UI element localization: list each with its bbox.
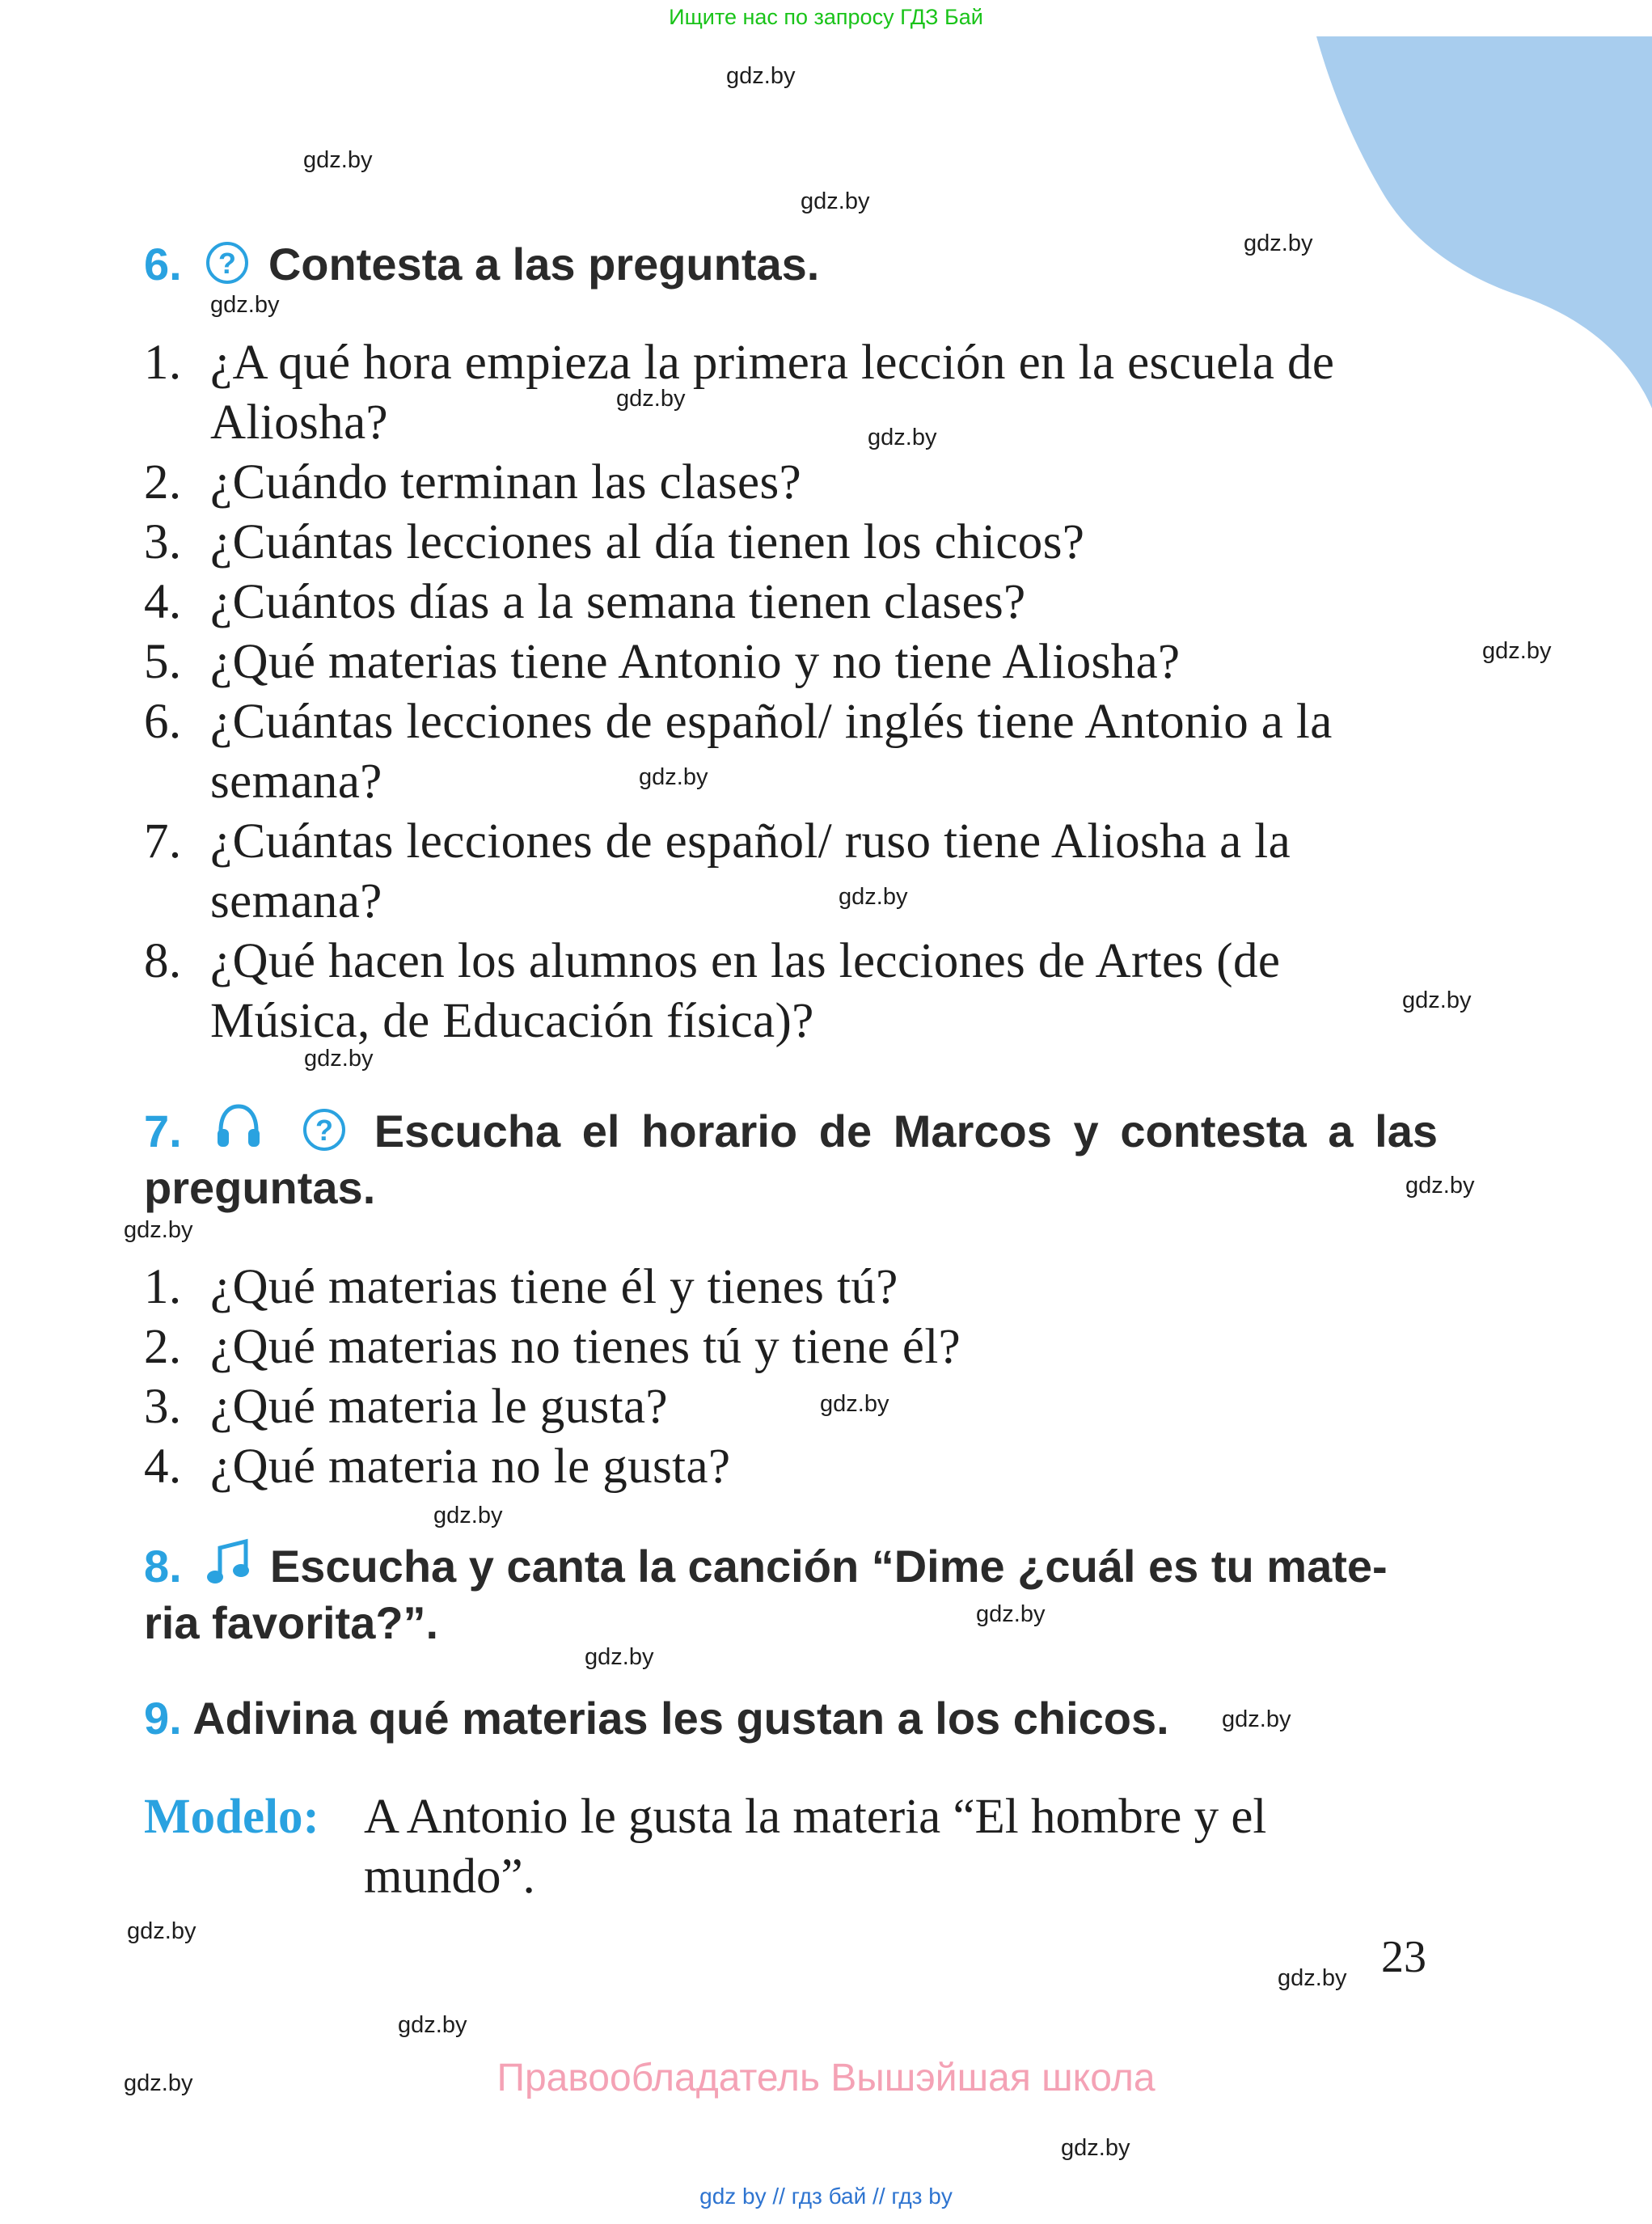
list-item xyxy=(144,333,1438,453)
item-number: 8. xyxy=(144,934,182,988)
item-text: ¿A qué hora empieza la primera lección en la escuela de Aliosha? xyxy=(210,336,1335,450)
footer-links[interactable]: gdz by // гдз бай // гдз by xyxy=(699,2184,953,2209)
watermark: gdz.by xyxy=(210,292,280,318)
item-text: ¿Cuándo terminan las clases? xyxy=(210,455,802,509)
exercise-title: Escucha y canta la canción “Dime ¿cuál es tu mate-ria favorita?”. xyxy=(144,1541,1388,1648)
svg-text:?: ? xyxy=(218,247,237,280)
exercise-8-heading xyxy=(144,1538,1422,1651)
exercise-number: 9. xyxy=(144,1693,182,1744)
list-item xyxy=(144,1377,1438,1437)
item-text: ¿Qué materia no le gusta? xyxy=(210,1440,731,1494)
exercise-6-heading xyxy=(144,236,1438,293)
exercise-title: Adivina qué materias les gustan a los chicos. xyxy=(192,1693,1169,1744)
watermark: gdz.by xyxy=(1405,1173,1475,1199)
watermark: gdz.by xyxy=(1061,2135,1130,2161)
item-number: 7. xyxy=(144,814,182,869)
exercise-7-heading xyxy=(144,1101,1438,1216)
headphones-icon xyxy=(214,1101,263,1152)
watermark: gdz.by xyxy=(1244,230,1313,256)
watermark: gdz.by xyxy=(304,1046,374,1072)
watermark: gdz.by xyxy=(1402,987,1472,1013)
watermark: gdz.by xyxy=(124,2070,193,2096)
exercise-number: 7. xyxy=(144,1106,182,1156)
watermark: gdz.by xyxy=(639,764,708,790)
list-item xyxy=(144,573,1438,632)
list-item xyxy=(144,1437,1438,1497)
watermark: gdz.by xyxy=(585,1644,654,1670)
watermark: gdz.by xyxy=(1222,1706,1291,1732)
item-number: 1. xyxy=(144,336,182,390)
list-item xyxy=(144,453,1438,513)
watermark: gdz.by xyxy=(868,425,937,450)
item-number: 3. xyxy=(144,515,182,569)
watermark: gdz.by xyxy=(726,63,796,89)
model-text: A Antonio le gusta la materia “El hombre y el mundo”. xyxy=(364,1790,1267,1904)
watermark: gdz.by xyxy=(127,1918,196,1944)
list-item xyxy=(144,812,1438,932)
item-text: ¿Qué materias no tienes tú y tiene él? xyxy=(210,1320,961,1374)
item-number: 1. xyxy=(144,1260,182,1314)
item-number: 4. xyxy=(144,575,182,629)
item-text: ¿Cuántas lecciones de español/ ruso tiene Aliosha a la semana? xyxy=(210,814,1291,928)
svg-text:?: ? xyxy=(315,1114,334,1147)
page-number: 23 xyxy=(1381,1932,1426,1982)
item-text: ¿Qué hacen los alumnos en las lecciones de Artes (de Música, de Educación física)? xyxy=(210,934,1281,1048)
list-item xyxy=(144,692,1438,812)
item-text: ¿Qué materias tiene él y tienes tú? xyxy=(210,1260,898,1314)
item-number: 2. xyxy=(144,1320,182,1374)
question-list-7 xyxy=(144,1258,1438,1497)
watermark: gdz.by xyxy=(433,1503,503,1528)
list-item xyxy=(144,513,1438,573)
watermark: gdz.by xyxy=(820,1391,889,1417)
question-icon xyxy=(302,1108,346,1152)
music-note-icon xyxy=(205,1538,251,1587)
item-text: ¿Cuántos días a la semana tienen clases? xyxy=(210,575,1026,629)
watermark: gdz.by xyxy=(303,147,373,173)
watermark: gdz.by xyxy=(1482,638,1552,664)
watermark: gdz.by xyxy=(1278,1965,1347,1991)
item-number: 2. xyxy=(144,455,182,509)
list-item xyxy=(144,1317,1438,1377)
item-number: 3. xyxy=(144,1380,182,1434)
question-list-6 xyxy=(144,333,1438,1051)
exercise-title: Contesta a las preguntas. xyxy=(268,239,820,290)
watermark: gdz.by xyxy=(976,1601,1046,1627)
search-banner[interactable]: Ищите нас по запросу ГДЗ Бай xyxy=(669,5,983,29)
item-text: ¿Cuántas lecciones de español/ inglés tiene Antonio a la semana? xyxy=(210,695,1333,809)
list-item xyxy=(144,632,1438,692)
watermark: gdz.by xyxy=(398,2012,467,2038)
exercise-number: 8. xyxy=(144,1541,182,1592)
exercise-9-heading xyxy=(144,1690,1438,1747)
copyright-notice: Правообладатель Вышэйшая школа xyxy=(496,2057,1156,2099)
item-text: ¿Qué materia le gusta? xyxy=(210,1380,668,1434)
item-number: 5. xyxy=(144,635,182,689)
item-text: ¿Cuántas lecciones al día tienen los chicos? xyxy=(210,515,1085,569)
watermark: gdz.by xyxy=(124,1217,193,1243)
watermark: gdz.by xyxy=(801,188,870,214)
item-number: 4. xyxy=(144,1440,182,1494)
item-text: ¿Qué materias tiene Antonio y no tiene Aliosha? xyxy=(210,635,1181,689)
list-item xyxy=(144,1258,1438,1317)
exercise-number: 6. xyxy=(144,239,182,290)
watermark: gdz.by xyxy=(839,884,908,910)
list-item xyxy=(144,932,1438,1051)
model-example xyxy=(144,1787,1438,1907)
watermark: gdz.by xyxy=(616,386,686,412)
question-icon xyxy=(205,241,249,285)
exercise-title: Escucha el horario de Marcos y contesta a las preguntas. xyxy=(144,1106,1439,1213)
model-label: Modelo: xyxy=(144,1790,319,1844)
item-number: 6. xyxy=(144,695,182,749)
